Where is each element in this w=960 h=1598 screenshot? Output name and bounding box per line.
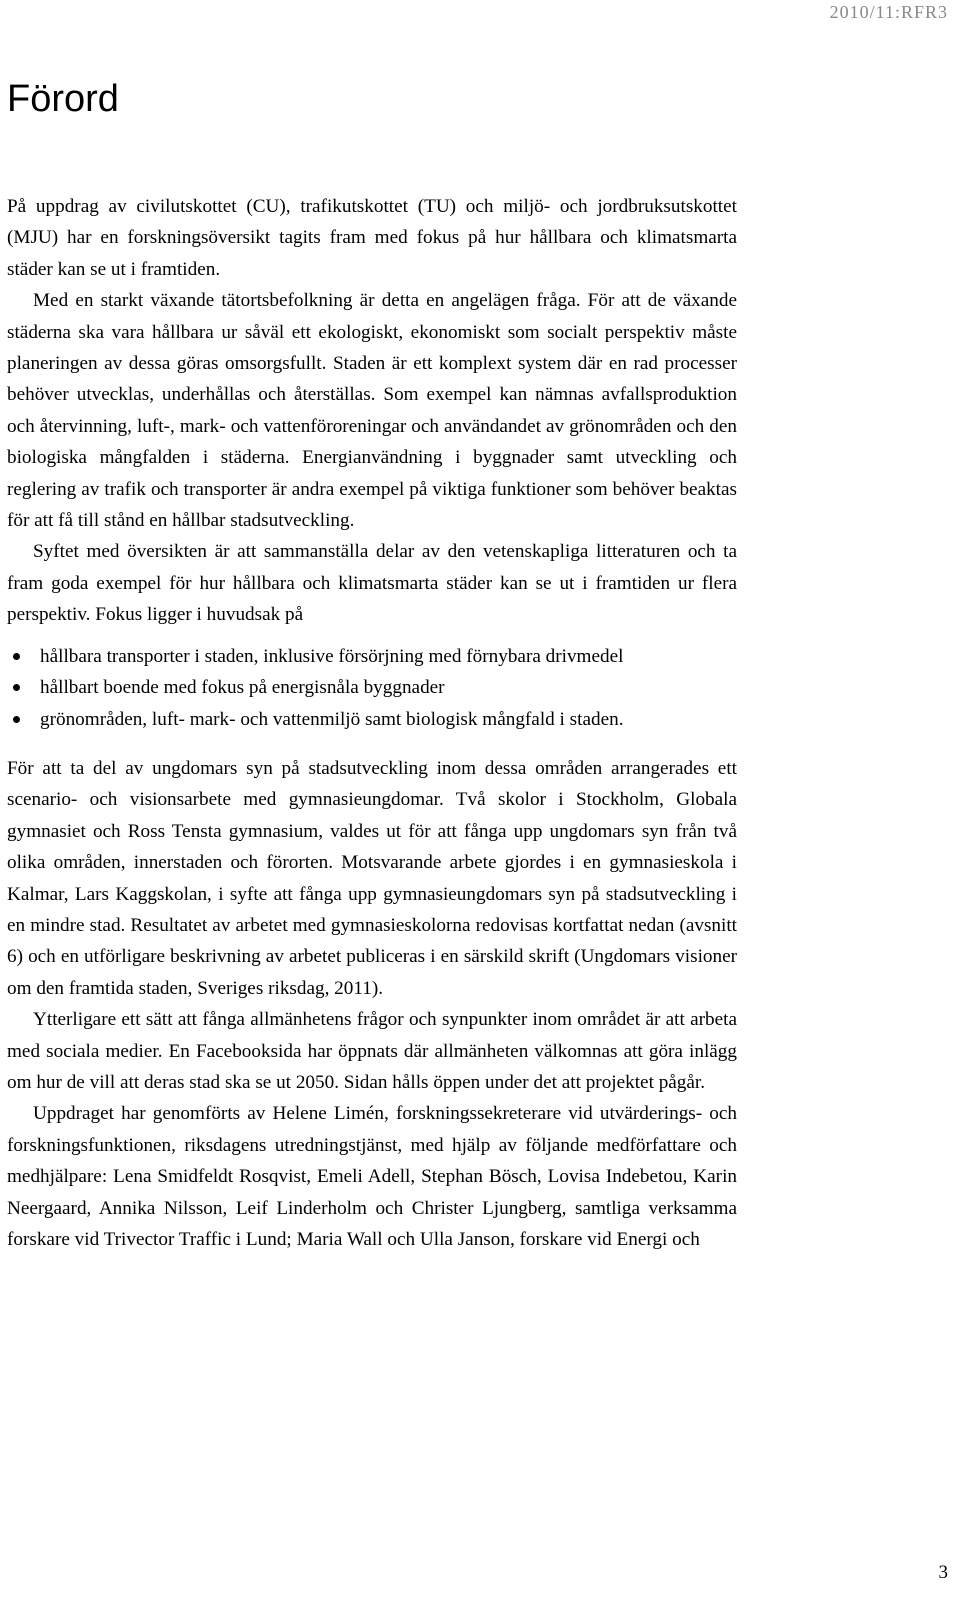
focus-list <box>7 641 737 735</box>
list-item-text: hållbara transporter i staden, inklusive försörjning med förnybara drivmedel <box>40 645 624 667</box>
paragraph-background: Med en starkt växande tätortsbefolkning är detta en angelägen fråga. För att de växande städerna ska vara hållbara ur såväl ett ekologiskt, ekonomiskt som socialt perspektiv måste planeringen av dessa göras omsorgsfullt. Staden är ett komplext system där en rad processer behöver utvecklas, underhållas och återställas. Som exempel kan nämnas avfallsproduktion och återvinning, luft-, mark- och vattenföroreningar och användandet av grönområden och den biologiska mångfalden i städerna. Energianvändning i byggnader samt utveckling och reglering av trafik och transporter är andra exempel på viktiga funktioner som behöver beaktas för att få till stånd en hållbar stadsutveckling. <box>7 290 737 532</box>
bullet-icon <box>13 716 20 723</box>
body-text <box>7 191 737 1255</box>
paragraph-youth: För att ta del av ungdomars syn på stadsutveckling inom dessa områden arrangerades ett scenario- och visionsarbete med gymnasieungdomar. Två skolor i Stockholm, Globala gymnasiet och Ross Tensta gymnasium, valdes ut för att fånga upp ungdomars syn från två olika områden, innerstaden och förorten. Motsvarande arbete gjordes i en gymnasieskola i Kalmar, Lars Kaggskolan, i syfte att fånga upp gymnasieungdomars syn på stadsutveckling i en mindre stad. Resultatet av arbetet med gymnasieskolorna redovisas kortfattat nedan (avsnitt 6) och en utförligare beskrivning av arbetet publiceras i en särskild skrift (Ungdomars visioner om den framtida staden, Sveriges riksdag, 2011). <box>7 757 737 999</box>
paragraph-purpose: Syftet med översikten är att sammanställa delar av den vetenskapliga litteraturen och ta fram goda exempel för hur hållbara och klimatsmarta städer kan se ut i framtiden ur flera perspektiv. Fokus ligger i huvudsak på <box>7 541 737 626</box>
page-title: Förord <box>7 78 119 120</box>
bullet-icon <box>13 653 20 660</box>
paragraph-authors: Uppdraget har genomförts av Helene Limén, forskningssekreterare vid utvärderings- och forskningsfunktionen, riksdagens utredningstjänst, med hjälp av följande medförfattare och medhjälpare: Lena Smidfeldt Rosqvist, Emeli Adell, Stephan Bösch, Lovisa Indebetou, Karin Neergaard, Annika Nilsson, Leif Linderholm och Christer Ljungberg, samtliga verksamma forskare vid Trivector Traffic i Lund; Maria Wall och Ulla Janson, forskare vid Energi och <box>7 1103 737 1250</box>
list-item <box>40 672 737 703</box>
paragraph-intro: På uppdrag av civilutskottet (CU), trafikutskottet (TU) och miljö- och jordbruksutskottet (MJU) har en forskningsöversikt tagits fram med fokus på hur hållbara och klimatsmarta städer kan se ut i framtiden. <box>7 196 737 280</box>
page-number: 3 <box>938 1562 948 1583</box>
list-item-text: hållbart boende med fokus på energisnåla byggnader <box>40 677 445 699</box>
bullet-icon <box>13 684 20 691</box>
list-item <box>40 641 737 672</box>
list-item <box>40 704 737 735</box>
list-item-text: grönområden, luft- mark- och vattenmiljö samt biologisk mångfald i staden. <box>40 708 624 730</box>
paragraph-social-media: Ytterligare ett sätt att fånga allmänhetens frågor och synpunkter inom området är att arbeta med sociala medier. En Facebooksida har öppnats där allmänheten välkomnas att göra inlägg om hur de vill att deras stad ska se ut 2050. Sidan hålls öppen under det att projektet pågår. <box>7 1009 737 1093</box>
document-code: 2010/11:RFR3 <box>829 2 948 22</box>
